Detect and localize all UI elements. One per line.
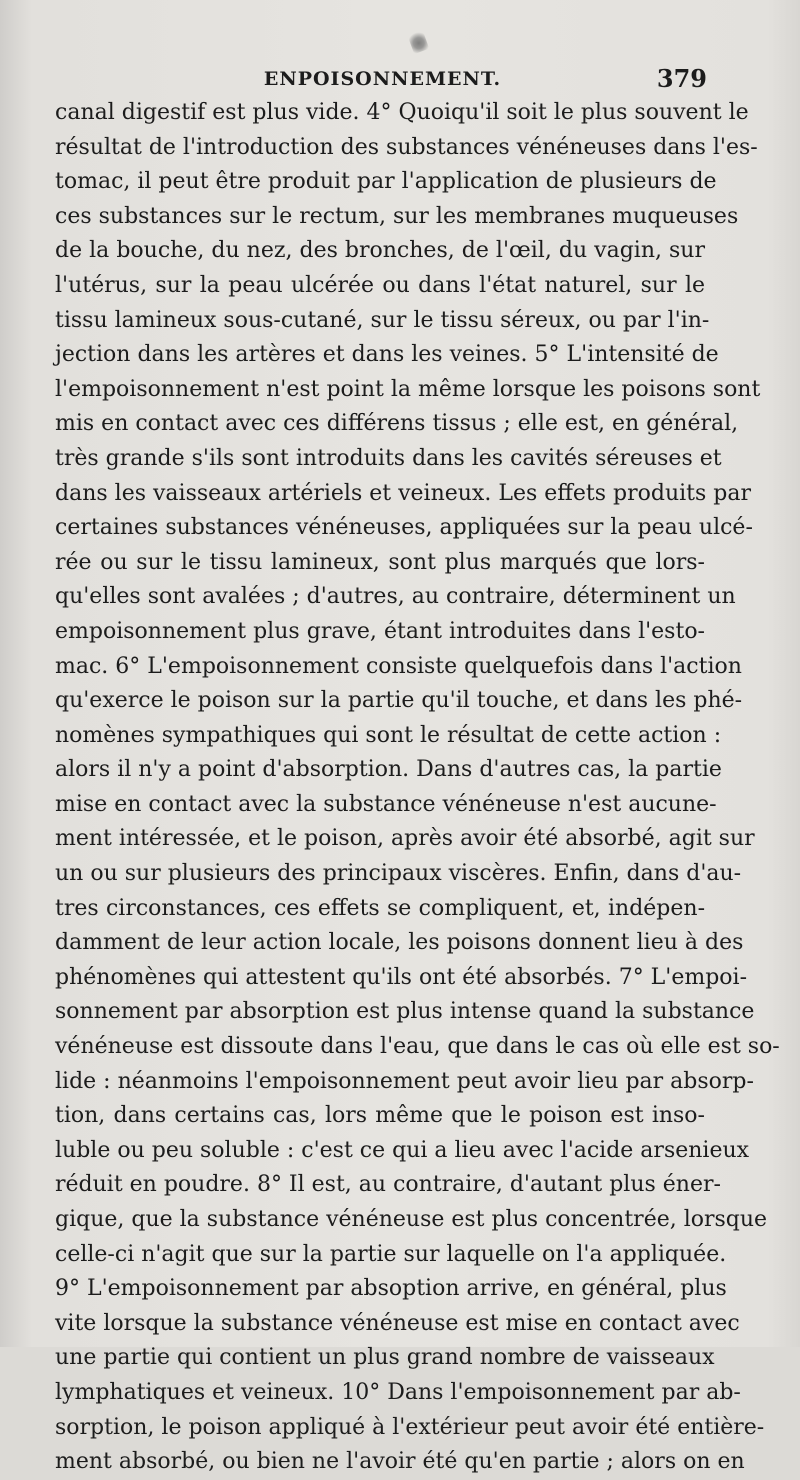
text-line: mis en contact avec ces différens tissus ; elle est, en général, (55, 411, 739, 437)
text-line: qu'exerce le poison sur la partie qu'il touche, et dans les phé- (55, 688, 743, 714)
ink-blot-mark (407, 28, 430, 54)
text-line: alors il n'y a point d'absorption. Dans d'autres cas, la partie (55, 757, 722, 783)
text-line: 9° L'empoisonnement par absoption arrive, en général, plus (55, 1276, 727, 1302)
page-number: 379 (656, 64, 707, 93)
text-line: tomac, il peut être produit par l'application de plusieurs de (55, 169, 717, 195)
text-line: tres circonstances, ces effets se compliquent, et, indépen- (55, 895, 705, 921)
text-line: luble ou peu soluble : c'est ce qui a lieu avec l'acide arsenieux (55, 1137, 750, 1163)
text-line: lide : néanmoins l'empoisonnement peut avoir lieu par absorp- (55, 1068, 754, 1094)
text-line: damment de leur action locale, les poisons donnent lieu à des (55, 930, 744, 956)
running-title: ENPOISONNEMENT. (263, 68, 502, 90)
text-line: nomènes sympathiques qui sont le résultat de cette action : (55, 722, 722, 748)
text-line: ment intéressée, et le poison, après avoir été absorbé, agit sur (55, 826, 755, 852)
text-line: de la bouche, du nez, des bronches, de l'œil, du vagin, sur (55, 238, 705, 264)
text-line: empoisonnement plus grave, étant introduites dans l'esto- (55, 618, 705, 644)
text-line: l'utérus, sur la peau ulcérée ou dans l'état naturel, sur le (55, 272, 705, 298)
text-line: ces substances sur le rectum, sur les membranes muqueuses (55, 203, 739, 229)
text-line: ment absorbé, ou bien ne l'avoir été qu'en partie ; alors on en (55, 1449, 745, 1475)
text-line: dans les vaisseaux artériels et veineux. Les effets produits par (55, 480, 752, 506)
text-line: vénéneuse est dissoute dans l'eau, que dans le cas où elle est so- (55, 1034, 780, 1060)
text-line: sorption, le poison appliqué à l'extérieur peut avoir été entière- (55, 1414, 765, 1440)
text-line: certaines substances vénéneuses, appliquées sur la peau ulcé- (55, 515, 753, 541)
text-line: vite lorsque la substance vénéneuse est mise en contact avec (55, 1310, 740, 1336)
text-line: phénomènes qui attestent qu'ils ont été absorbés. 7° L'empoi- (55, 964, 748, 990)
text-line: une partie qui contient un plus grand nombre de vaisseaux (55, 1345, 715, 1371)
text-line: l'empoisonnement n'est point la même lorsque les poisons sont (55, 376, 761, 402)
text-line: résultat de l'introduction des substances vénéneuses dans l'es- (55, 134, 758, 160)
text-line: mac. 6° L'empoisonnement consiste quelquefois dans l'action (55, 653, 742, 679)
text-line: jection dans les artères et dans les veines. 5° L'intensité de (55, 342, 719, 368)
text-line: tion, dans certains cas, lors même que le poison est inso- (55, 1103, 705, 1129)
text-line: tissu lamineux sous-cutané, sur le tissu séreux, ou par l'in- (55, 307, 710, 333)
text-line: gique, que la substance vénéneuse est plus concentrée, lorsque (55, 1207, 768, 1232)
text-line: lymphatiques et veineux. 10° Dans l'empoisonnement par ab- (55, 1379, 741, 1405)
body-text (55, 96, 780, 1480)
text-line: canal digestif est plus vide. 4° Quoiqu'il soit le plus souvent le (55, 100, 749, 125)
page-header (60, 62, 705, 96)
text-line: rée ou sur le tissu lamineux, sont plus marqués que lors- (55, 549, 705, 575)
text-line: sonnement par absorption est plus intense quand la substance (55, 999, 755, 1025)
text-line: qu'elles sont avalées ; d'autres, au contraire, déterminent un (55, 584, 736, 610)
text-line: un ou sur plusieurs des principaux viscères. Enfin, dans d'au- (55, 861, 742, 887)
text-line: réduit en poudre. 8° Il est, au contraire, d'autant plus éner- (55, 1172, 721, 1198)
text-line: mise en contact avec la substance vénéneuse n'est aucune- (55, 791, 717, 817)
text-line: celle-ci n'agit que sur la partie sur laquelle on l'a appliquée. (55, 1241, 727, 1267)
text-line: très grande s'ils sont introduits dans les cavités séreuses et (55, 445, 722, 471)
